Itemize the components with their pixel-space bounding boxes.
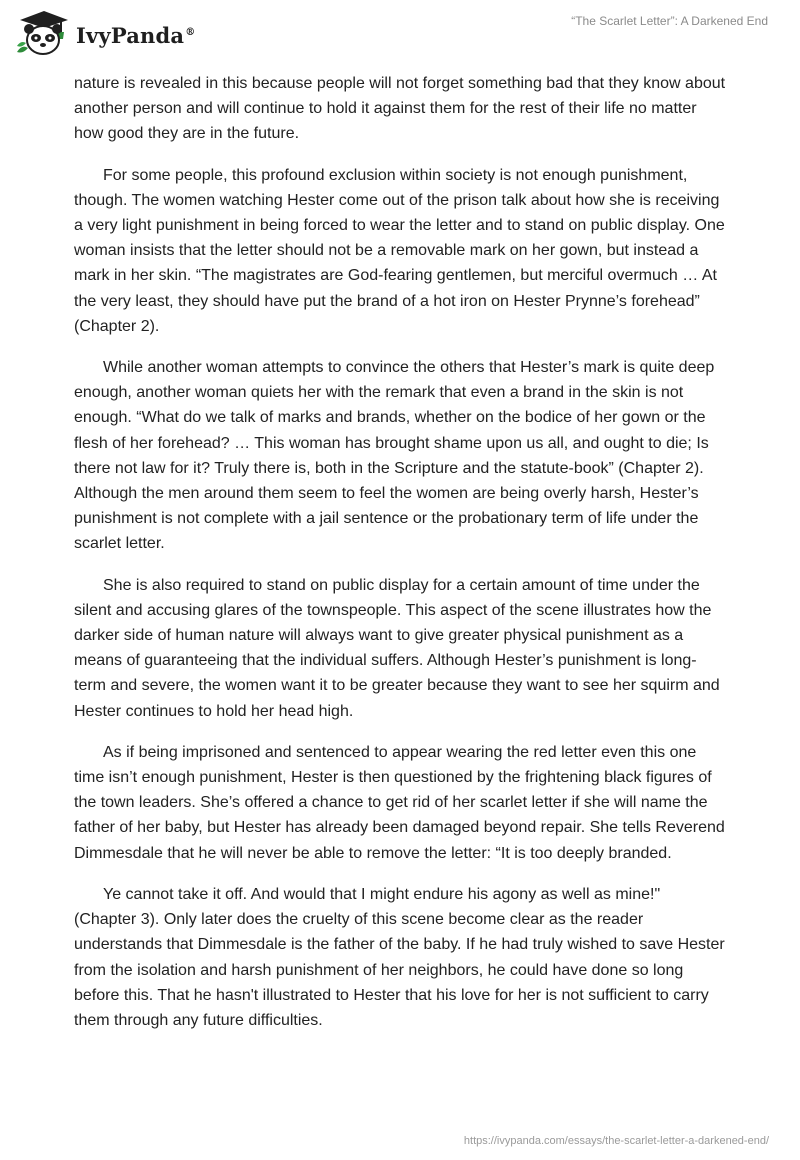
paragraph: While another woman attempts to convince the others that Hester’s mark is quite deep enough, another woman quiets her with the remark that even a brand in the skin is not enough. “What do we talk of marks and brands, whether on the bodice of her gown or the flesh of her forehead? … This woman has brought shame upon us all, and ought to die; Is there not law for it? Truly there is, both in the Scripture and the statute-book” (Chapter 2). Although the men around them seem to feel the women are being overly harsh, Hester’s punishment is not complete with a jail sentence or the probationary term of life under the scarlet letter.	[74, 359, 715, 553]
panda-graduate-icon	[14, 8, 72, 58]
document-title: “The Scarlet Letter”: A Darkened End	[571, 14, 768, 28]
essay-body	[74, 71, 726, 1049]
paragraph: nature is revealed in this because people will not forget something bad that they know about another person and will continue to hold it against them for the rest of their life no matter how good they are in the future.	[74, 75, 726, 143]
registered-mark: ®	[185, 26, 196, 38]
source-url[interactable]: https://ivypanda.com/essays/the-scarlet-letter-a-darkened-end/	[463, 1135, 769, 1147]
brand-name	[76, 23, 195, 48]
paragraph: As if being imprisoned and sentenced to appear wearing the red letter even this one time isn’t enough punishment, Hester is then questioned by the frightening black figures of the town leaders. She’s offered a chance to get rid of her scarlet letter if she will name the father of her baby, but Hester has already been damaged beyond repair. She tells Reverend Dimmesdale that he will never be able to remove the letter: “It is too deeply branded.	[74, 743, 725, 862]
paragraph: She is also required to stand on public display for a certain amount of time under the silent and accusing glares of the townspeople. This aspect of the scene illustrates how the darker side of human nature will always want to give greater physical punishment as a means of guaranteeing that the individual suffers. Although Hester’s punishment is long-term and severe, the women want it to be greater because they want to see her squirm and Hester continues to hold her head high.	[74, 576, 720, 720]
paragraph: Ye cannot take it off. And would that I might endure his agony as well as mine!" (Chapter 3). Only later does the cruelty of this scene become clear as the reader understands that Dimmesdale is the father of the baby. If he had truly wished to save Hester from the isolation and harsh punishment of her neighbors, he could have done so long before this. That he hasn't illustrated to Hester that his love for her is not sufficient to carry them through any future difficulties.	[74, 885, 725, 1029]
page-header	[0, 0, 800, 70]
ivypanda-logo[interactable]	[14, 8, 195, 58]
brand-text: IvyPanda	[76, 22, 185, 48]
paragraph: For some people, this profound exclusion within society is not enough punishment, though. The women watching Hester come out of the prison talk about how she is receiving a very light punishment in being forced to wear the letter and to stand on public display. One woman insists that the letter should not be a removable mark on her gown, but instead a mark in her skin. “The magistrates are God-fearing gentlemen, but merciful overmuch … At the very least, they should have put the brand of a hot iron on Hester Prynne’s forehead” (Chapter 2).	[74, 166, 725, 335]
